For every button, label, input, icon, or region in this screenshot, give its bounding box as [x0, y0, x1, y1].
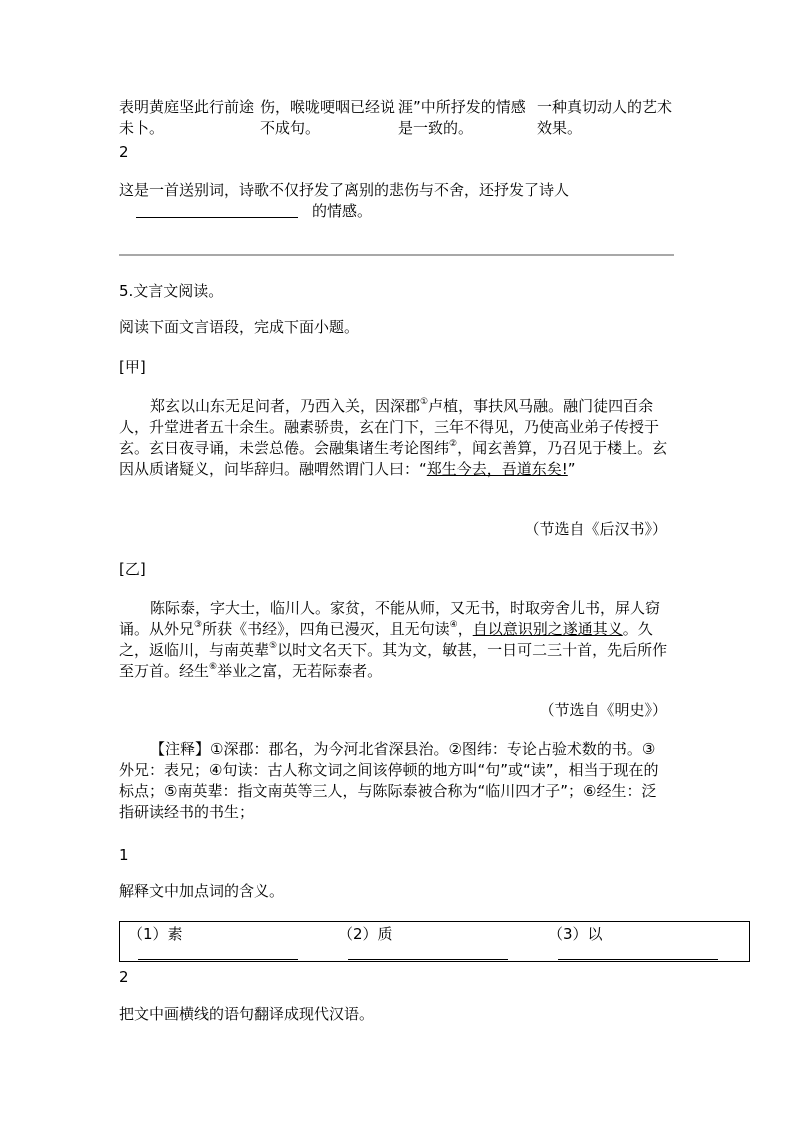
answer-blank-1[interactable]: [138, 959, 298, 960]
passage-label-jia: [甲]: [119, 358, 146, 376]
source-jia: （节选自《后汉书》）: [524, 520, 667, 538]
answer-blank-3[interactable]: [558, 959, 718, 960]
section-divider: [119, 254, 674, 256]
passage-label-yi: [乙]: [119, 560, 146, 578]
underlined-sentence-yi: 自以意识别之遂通其义: [472, 620, 623, 638]
answer-blank-2[interactable]: [348, 959, 508, 960]
subquestion-number-2: 2: [119, 968, 129, 986]
option-text-b: 伤，喉咙哽咽已经说不成句。: [260, 98, 396, 137]
subquestion-prompt-2: 把文中画横线的语句翻译成现代汉语。: [119, 1005, 375, 1023]
section-title: 5.文言文阅读。: [119, 282, 224, 300]
passage-yi: 陈际泰，字大士，临川人。家贫，不能从师，又无书，时取旁舍儿书，屏人窃诵。从外兄③所获《书经》，四角已漫灭，且无句读④，自以意识别之遂通其义。久之，返临川，与南英辈⑤以时文名天下。其为文，敏甚，一日可二三十首，先后所作至万首。经生⑥举业之富，无若际泰者。: [119, 599, 668, 680]
answer-item-2: （2）质: [338, 925, 393, 943]
answer-item-1: （1）素: [128, 925, 183, 943]
passage-jia: 郑玄以山东无足问者，乃西入关，因深郡①卢植，事扶风马融。融门徒四百余人，升堂进者五十余生。融素骄贵，玄在门下，三年不得见，乃使高业弟子传授于玄。玄日夜寻诵，未尝总倦。会融集诸生考论图纬②，闻玄善算，乃召见于楼上。玄因从质诸疑义，问毕辞归。融喟然谓门人曰：“郑生今去，吾道东矣!”: [119, 397, 668, 478]
answer-item-3: （3）以: [548, 925, 603, 943]
question-number: 2: [119, 143, 129, 161]
option-text-a: 表明黄庭坚此行前途未卜。: [119, 98, 255, 137]
subquestion-prompt-1: 解释文中加点词的含义。: [119, 882, 285, 900]
section-instruction: 阅读下面文言语段，完成下面小题。: [119, 318, 360, 336]
source-yi: （节选自《明史》）: [539, 701, 667, 719]
answer-blank[interactable]: [136, 217, 298, 218]
underlined-sentence-jia: 郑生今去，吾道东矣!: [426, 460, 568, 478]
option-text-d: 一种真切动人的艺术效果。: [537, 98, 673, 137]
subquestion-number-1: 1: [119, 846, 129, 864]
option-text-c: 涯”中所抒发的情感是一致的。: [398, 98, 526, 137]
answer-table: [119, 921, 750, 962]
question-suffix: 的情感。: [312, 202, 373, 220]
question-text: 这是一首送别词，诗歌不仅抒发了离别的悲伤与不舍，还抒发了诗人: [119, 181, 570, 199]
annotation-notes: 【注释】①深郡：郡名，为今河北省深县治。②图纬：专论占验术数的书。③外兄：表兄；④句读：古人称文词之间该停顿的地方叫“句”或“读”，相当于现在的标点；⑤南英辈：指文南英等三人，与陈际泰被合称为“临川四才子”；⑥经生：泛指研读经书的书生；: [119, 740, 659, 821]
